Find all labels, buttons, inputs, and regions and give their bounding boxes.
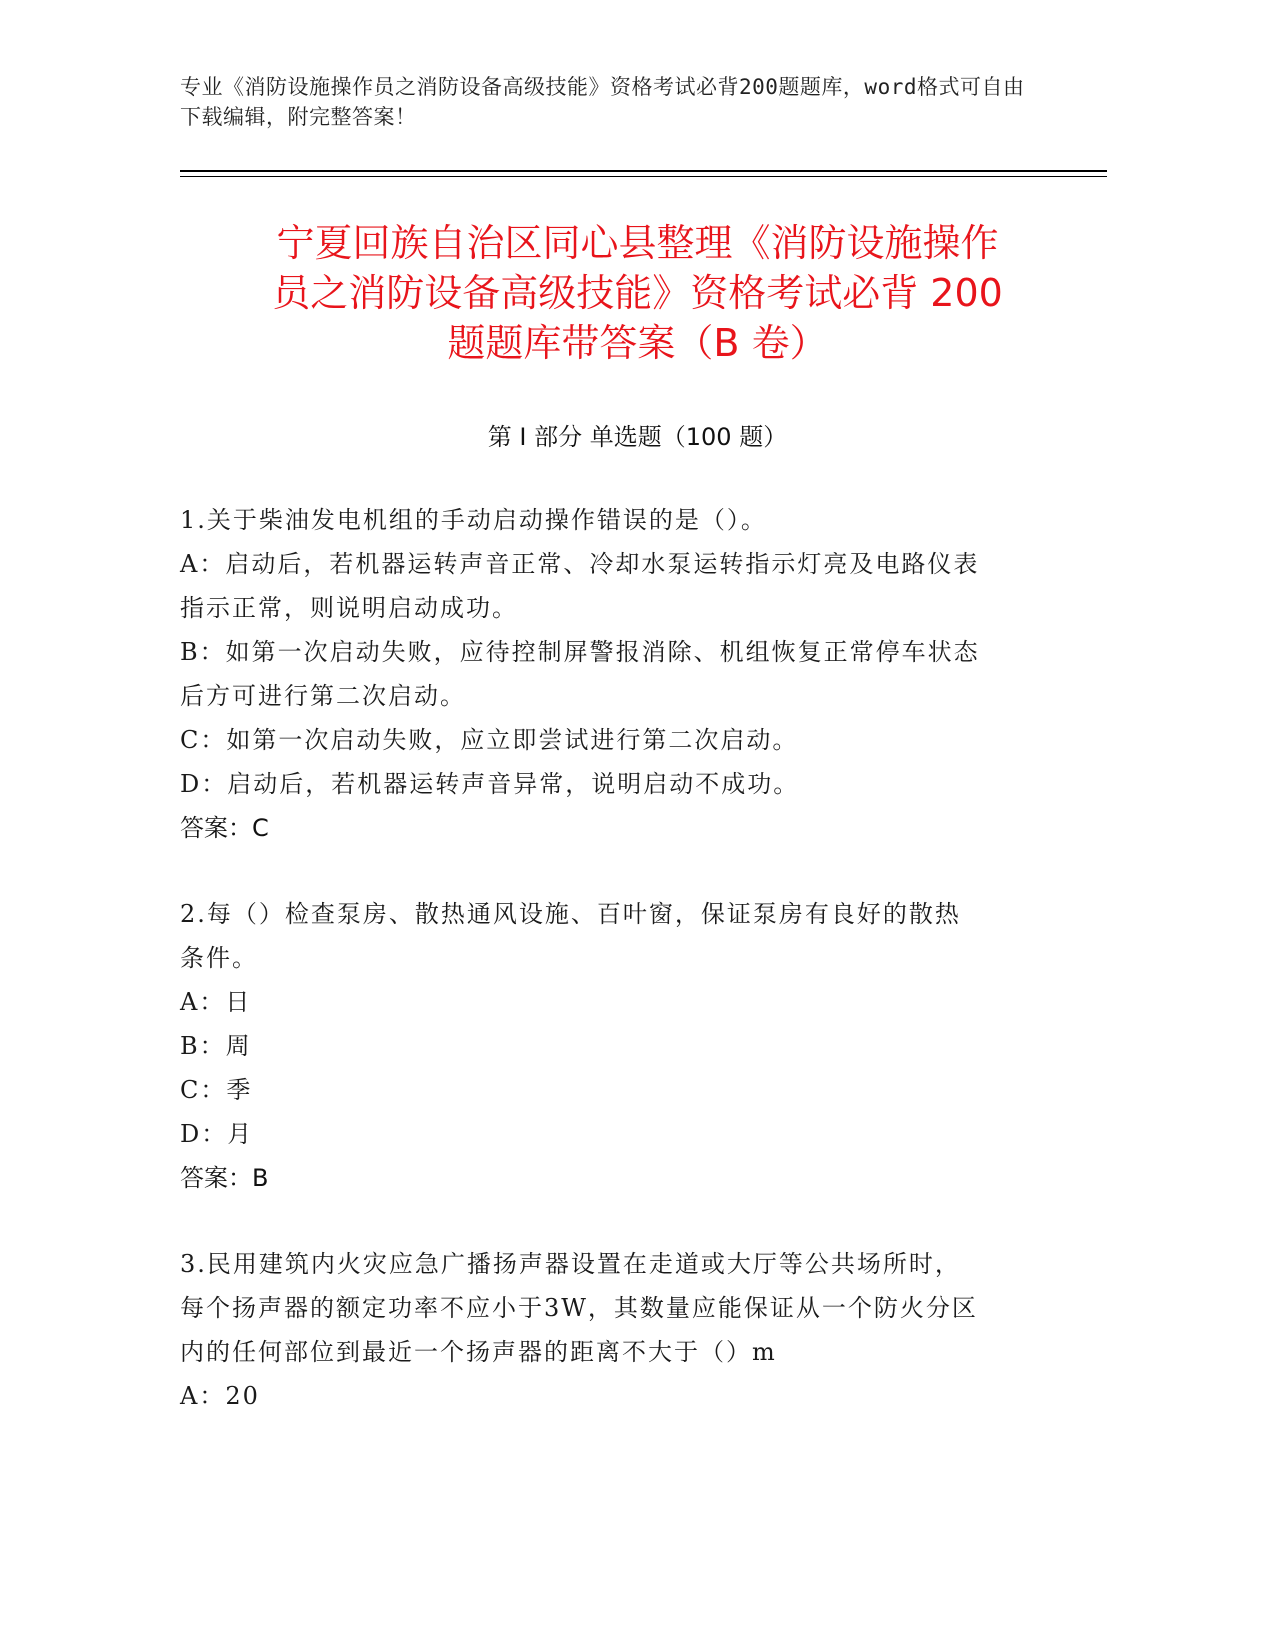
option-c: C：季 <box>180 1076 253 1104</box>
option-b: B：周 <box>180 1032 252 1060</box>
question-stem-cont: 内的任何部位到最近一个扬声器的距离不大于（）m <box>180 1338 777 1366</box>
question-3 <box>180 1242 1040 1418</box>
question-1 <box>180 498 1040 806</box>
question-stem-cont: 条件。 <box>180 944 258 972</box>
title-line-3: 题题库带答案（B 卷） <box>447 321 828 365</box>
option-d: D：月 <box>180 1120 254 1148</box>
option-a-cont: 指示正常，则说明启动成功。 <box>180 594 518 622</box>
option-b-cont: 后方可进行第二次启动。 <box>180 682 466 710</box>
question-stem: 3.民用建筑内火灾应急广播扬声器设置在走道或大厅等公共场所时， <box>180 1250 961 1278</box>
title-line-2: 员之消防设备高级技能》资格考试必背 200 <box>272 271 1003 315</box>
option-a: A：启动后，若机器运转声音正常、冷却水泵运转指示灯亮及电路仪表 <box>180 550 980 578</box>
answer-1: 答案：C <box>180 814 269 842</box>
option-d: D：启动后，若机器运转声音异常，说明启动不成功。 <box>180 770 800 798</box>
title-line-1: 宁夏回族自治区同心县整理《消防设施操作 <box>276 221 999 265</box>
question-stem: 2.每（）检查泵房、散热通风设施、百叶窗，保证泵房有良好的散热 <box>180 900 961 928</box>
option-c: C：如第一次启动失败，应立即尝试进行第二次启动。 <box>180 726 799 754</box>
header-note: 专业《消防设施操作员之消防设备高级技能》资格考试必背200题题库，word格式可自由下载编辑，附完整答案！ <box>180 75 1025 129</box>
option-a: A：日 <box>180 988 252 1016</box>
question-2 <box>180 892 1040 1156</box>
header-rule-thick <box>180 170 1107 172</box>
option-a: A：20 <box>180 1382 260 1410</box>
question-stem-cont: 每个扬声器的额定功率不应小于3W，其数量应能保证从一个防火分区 <box>180 1294 978 1322</box>
section-heading: 第 I 部分 单选题（100 题） <box>487 423 788 451</box>
answer-2: 答案：B <box>180 1164 269 1192</box>
document-title <box>160 218 1115 368</box>
option-b: B：如第一次启动失败，应待控制屏警报消除、机组恢复正常停车状态 <box>180 638 980 666</box>
question-stem: 1.关于柴油发电机组的手动启动操作错误的是（）。 <box>180 506 767 534</box>
header-rule-thin <box>180 176 1107 177</box>
